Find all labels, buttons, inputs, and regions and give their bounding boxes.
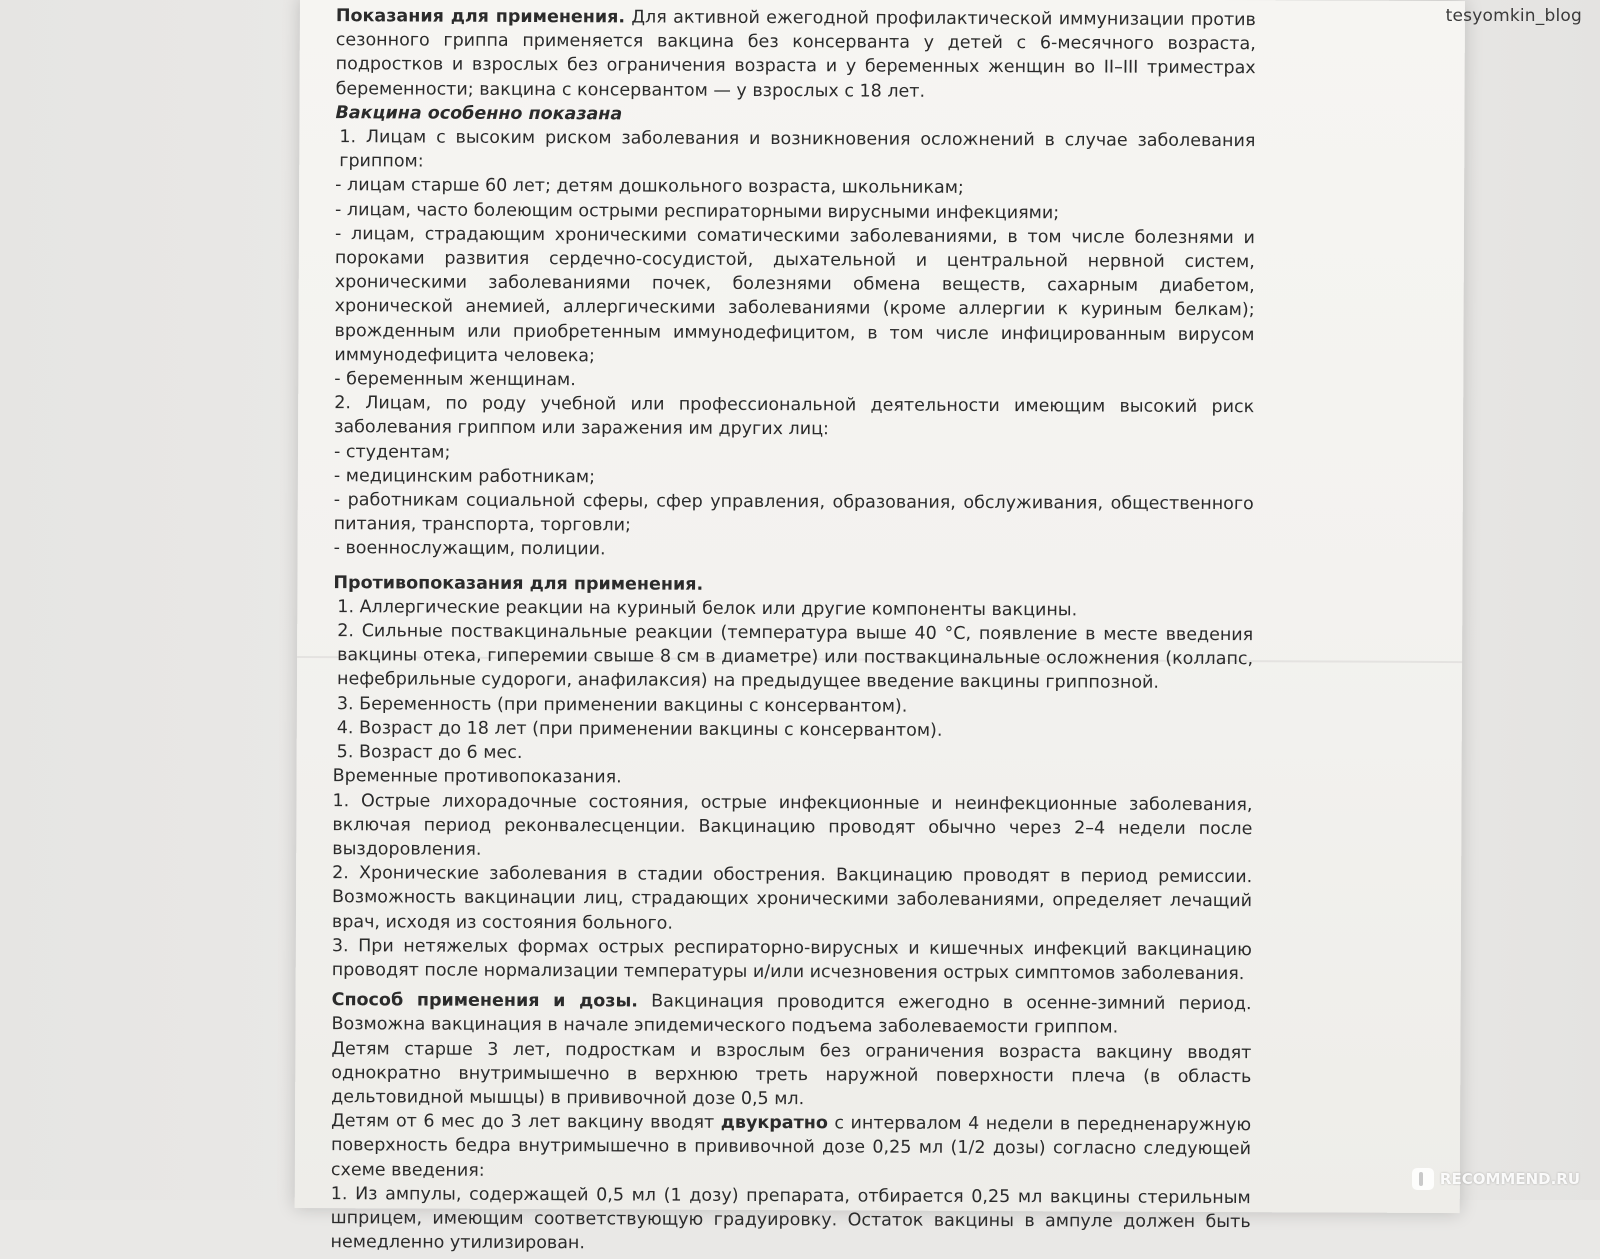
especially-line: - лицам старше 60 лет; детям дошкольного возраста, школьникам; [335, 175, 964, 199]
especially-line: - медицинским работникам; [333, 466, 596, 488]
temporary-contraindication-line: 2. Хронические заболевания в стадии обострения. Вакцинацию проводят в период ремиссии. Возможность вакцинации лиц, страдающих хроническими заболеваниями, определяет лечащий врач, исходя из состояния больного. [331, 863, 1253, 934]
contraindication-line: 3. Беременность (при применении вакцины с консервантом). [336, 693, 908, 717]
contraindication-line: 1. Аллергические реакции на куриный белок или другие компоненты вакцины. [337, 597, 1078, 621]
temporary-contraindications-heading: Временные противопоказания. [332, 766, 622, 788]
contraindication-line: 5. Возраст до 6 мес. [336, 742, 523, 764]
dosage-paragraph [331, 988, 1251, 1040]
especially-line: - лицам, страдающим хроническими соматическими заболеваниями, в том числе болезнями и пороками развития сердечно-сосудистой, дыхательной и центральной нервной систем, хроническими заболеваниями почек, болезнями обмена веществ, сахарным диабетом, хронической анемией, аллергическими заболеваниями (кроме аллергии к куриным белкам); врожденным или приобретенным иммунодефицитом, в том числе инфицированным вирусом иммунодефицита человека; [334, 223, 1255, 367]
dosage-adults: Детям старше 3 лет, подросткам и взрослым без ограничения возраста вакцину вводят однократно внутримышечно в верхнюю треть наружной поверхности плеча (в область дельтовидной мышцы) в прививочной дозе 0,5 мл. [331, 1038, 1252, 1110]
contraindications-list [333, 595, 1254, 768]
leaflet-text [331, 4, 1256, 1258]
temporary-contraindications-list [332, 789, 1253, 987]
indications-heading: Показания для применения. [335, 6, 626, 28]
recommend-logo-icon [1412, 1168, 1434, 1190]
dosage-children-post: с интервалом 4 недели в передненаружную поверхность бедра внутримышечно в прививочной дозе 0,25 мл (1/2 дозы) согласно следующей схеме введения: [330, 1113, 1252, 1181]
especially-line: 2. Лицам, по роду учебной или профессиональной деятельности имеющим высокий риск заболевания гриппом или заражения им других лиц: [334, 393, 1255, 440]
site-watermark [1412, 1168, 1580, 1190]
indications-paragraph [336, 4, 1256, 105]
dosage-children [331, 1109, 1251, 1186]
especially-heading: Вакцина особенно показана [335, 102, 623, 125]
contraindication-line: 4. Возраст до 18 лет (при применении вакцины с консервантом). [336, 718, 943, 741]
dosage-heading: Способ применения и дозы. [331, 990, 639, 1012]
dosage-children-pre: Детям от 6 мес до 3 лет вакцину вводят [331, 1111, 721, 1133]
especially-line: - лицам, часто болеющим острыми респираторными вирусными инфекциями; [335, 199, 1060, 223]
especially-line: - беременным женщинам. [334, 369, 576, 391]
especially-line: - студентам; [333, 441, 451, 463]
especially-line: - работникам социальной сферы, сфер управления, образования, обслуживания, общественного питания, транспорта, торговли; [333, 490, 1254, 536]
dosage-step-1: 1. Из ампулы, содержащей 0,5 мл (1 дозу) препарата, отбирается 0,25 мл вакцины стерильным шприцем, имеющим соответствующую градуировку. Остаток вакцины в ампуле должен быть немедленно утилизирован. [330, 1183, 1251, 1254]
site-watermark-text: RECOMMEND.RU [1439, 1170, 1580, 1188]
indications-text: Для активной ежегодной профилактической иммунизации против сезонного гриппа применяется вакцина без консерванта у детей с 6-месячного возраста, подростков и взрослых без ограничения возраста и у беременных женщин во II–III триместрах беременности; вакцина с консервантом — у взрослых с 18 лет. [335, 7, 1256, 102]
temporary-contraindication-line: 3. При нетяжелых формах острых респираторно-вирусных и кишечных инфекций вакцинацию проводят после нормализации температуры и/или исчезновения острых симптомов заболевания. [331, 935, 1252, 985]
contraindications-heading: Противопоказания для применения. [333, 572, 704, 595]
especially-line: 1. Лицам с высоким риском заболевания и возникновения осложнений в случае заболевания гриппом: [339, 127, 1256, 172]
dosage-intro: Вакцинация проводится ежегодно в осенне-зимний период. Возможна вакцинация в начале эпидемического подъема заболеваемости гриппом. [331, 991, 1252, 1038]
blog-watermark: tesyomkin_blog [1445, 6, 1582, 26]
especially-line: - военнослужащим, полиции. [333, 538, 606, 560]
dosage-children-bold: двукратно [720, 1112, 828, 1134]
temporary-contraindication-line: 1. Острые лихорадочные состояния, острые инфекционные и неинфекционные заболевания, включая период реконвалесценции. Вакцинацию проводят обычно через 2–4 недели после выздоровления. [332, 790, 1253, 860]
leaflet-page [295, 0, 1465, 1254]
especially-list [334, 125, 1256, 565]
contraindication-line: 2. Сильные поствакцинальные реакции (температура выше 40 °С, появление в месте введения вакцины отека, гиперемии свыше 8 см в диаметре) или поствакцинальные осложнения (коллапс, нефебрильные судороги, анафилаксия) на предыдущее введение вакцины гриппозной. [336, 621, 1254, 694]
